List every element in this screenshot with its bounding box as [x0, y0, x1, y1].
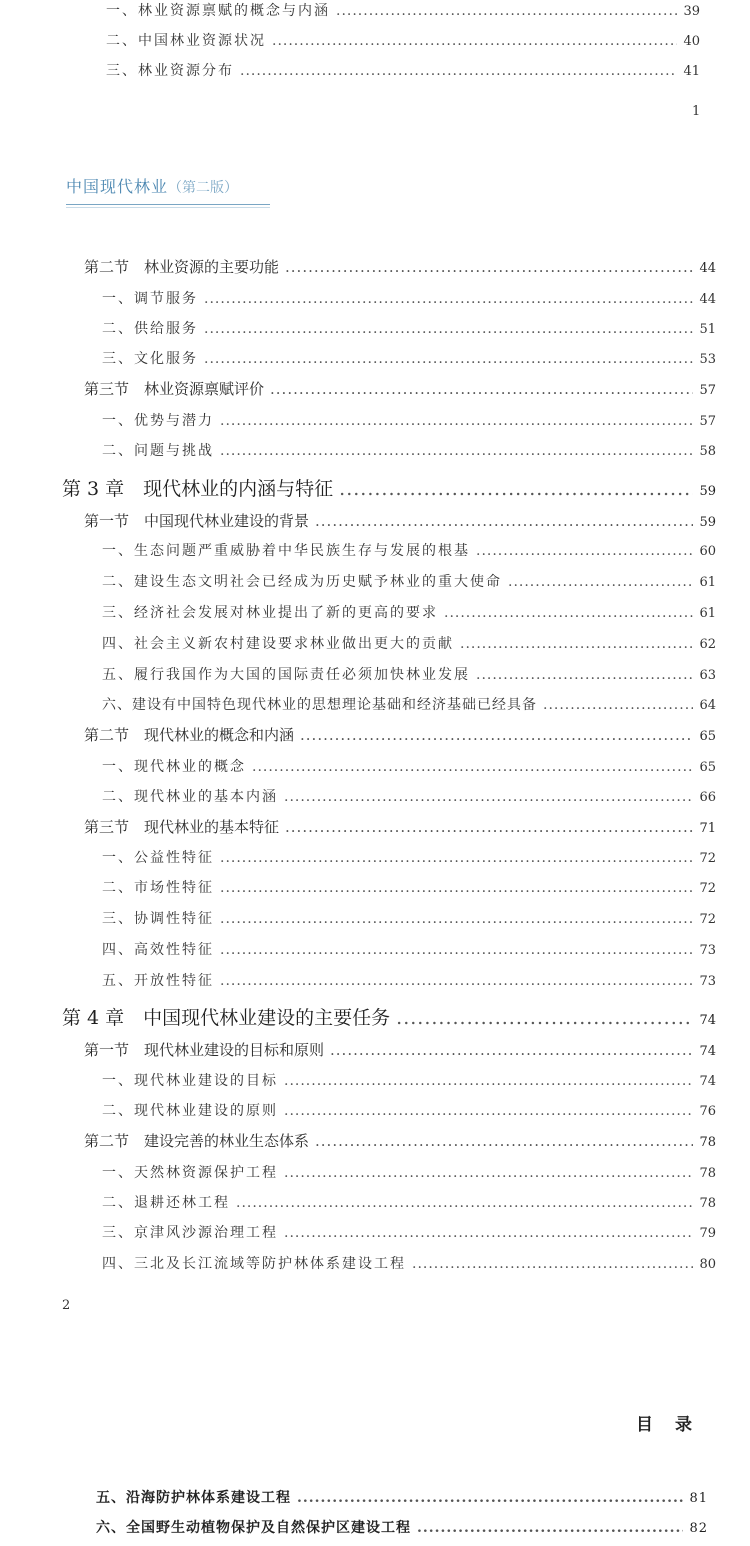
toc-entry-page: 74: [699, 1044, 716, 1059]
book-title: 中国现代林业: [66, 177, 169, 196]
leader-dots: [284, 1225, 693, 1241]
toc-entry: [102, 410, 716, 430]
toc-entry-title: 第三节 林业资源禀赋评价: [84, 380, 265, 398]
toc-entry-page: 66: [699, 790, 716, 805]
leader-dots: [339, 478, 693, 500]
toc-entry-page: 71: [699, 821, 716, 836]
leader-dots: [270, 380, 693, 398]
toc-section: [84, 378, 716, 399]
toc-entry-title: 六、全国野生动植物保护及自然保护区建设工程: [96, 1520, 411, 1536]
toc-entry-title: 第三节 现代林业的基本特征: [84, 818, 280, 836]
leader-dots: [236, 1195, 693, 1211]
toc-entry-title: 第 4 章 中国现代林业建设的主要任务: [62, 1007, 391, 1029]
toc-entry-title: 五、履行我国作为大国的国际责任必须加快林业发展: [102, 667, 470, 683]
toc-entry: [102, 440, 716, 460]
toc-entry-title: 一、公益性特征: [102, 850, 214, 866]
edition-label: （第二版）: [168, 180, 239, 196]
toc-entry-page: 78: [699, 1135, 716, 1150]
toc-entry: [102, 318, 716, 338]
toc-entry: [102, 1222, 716, 1242]
toc-entry: [102, 1070, 716, 1090]
toc-entry-title: 一、现代林业的概念: [102, 759, 246, 775]
toc-entry-page: 76: [699, 1104, 716, 1119]
page-number: 1: [692, 104, 701, 119]
toc-section: [84, 724, 716, 745]
running-head: 目录: [636, 1415, 714, 1435]
header-rule: [66, 204, 270, 205]
leader-dots: [204, 291, 693, 307]
leader-dots: [220, 880, 693, 896]
toc-entry-page: 62: [699, 637, 716, 652]
toc-entry-title: 三、京津风沙源治理工程: [102, 1225, 278, 1241]
toc-entry-title: 五、开放性特征: [102, 973, 214, 989]
leader-dots: [220, 413, 693, 429]
toc-entry-title: 一、优势与潜力: [102, 413, 214, 429]
toc-entry: [106, 30, 700, 50]
leader-dots: [204, 321, 693, 337]
leader-dots: [315, 1132, 693, 1150]
toc-entry-title: 四、高效性特征: [102, 942, 214, 958]
leader-dots: [272, 33, 677, 49]
toc-section: [84, 1130, 716, 1151]
toc-entry-title: 二、问题与挑战: [102, 443, 214, 459]
toc-entry-title: 二、市场性特征: [102, 880, 214, 896]
toc-entry-page: 61: [699, 606, 716, 621]
toc-entry-title: 第二节 林业资源的主要功能: [84, 258, 280, 276]
leader-dots: [412, 1256, 693, 1272]
toc-entry-title: 一、现代林业建设的目标: [102, 1073, 278, 1089]
toc-section: [84, 816, 716, 837]
running-head: [66, 174, 238, 203]
toc-entry-page: 73: [699, 943, 716, 958]
leader-dots: [220, 443, 693, 459]
leader-dots: [396, 1007, 693, 1029]
toc-entry-page: 82: [689, 1521, 708, 1536]
toc-entry-page: 72: [699, 912, 716, 927]
toc-section: [84, 1039, 716, 1060]
toc-entry-page: 72: [699, 881, 716, 896]
toc-entry-page: 44: [699, 292, 716, 307]
toc-entry-title: 三、协调性特征: [102, 911, 214, 927]
toc-entry-title: 第二节 现代林业的概念和内涵: [84, 726, 295, 744]
toc-entry: [102, 540, 716, 560]
toc-entry: [102, 1100, 716, 1120]
leader-dots: [204, 351, 693, 367]
toc-entry-page: 61: [699, 575, 716, 590]
toc-entry-page: 59: [699, 515, 716, 530]
toc-entry-title: 二、建设生态文明社会已经成为历史赋予林业的重大使命: [102, 574, 502, 590]
toc-entry-page: 78: [699, 1166, 716, 1181]
toc-entry: [102, 847, 716, 867]
leader-dots: [285, 818, 693, 836]
toc-entry-page: 74: [699, 1074, 716, 1089]
leader-dots: [460, 636, 693, 652]
leader-dots: [284, 1073, 693, 1089]
toc-entry: [102, 288, 716, 308]
toc-entry-page: 60: [699, 544, 716, 559]
leader-dots: [543, 697, 693, 713]
toc-entry-page: 63: [699, 668, 716, 683]
toc-entry-title: 第 3 章 现代林业的内涵与特征: [62, 478, 334, 500]
toc-entry-page: 53: [699, 352, 716, 367]
toc-entry: [102, 571, 716, 591]
toc-entry-page: 80: [699, 1257, 716, 1272]
toc-entry-page: 58: [699, 444, 716, 459]
toc-entry-page: 39: [683, 4, 700, 19]
toc-entry-title: 二、中国林业资源状况: [106, 33, 266, 49]
toc-entry-page: 81: [689, 1491, 708, 1506]
toc-entry-title: 一、调节服务: [102, 291, 198, 307]
leader-dots: [285, 258, 693, 276]
toc-entry-page: 79: [699, 1226, 716, 1241]
toc-section: [84, 510, 716, 531]
toc-entry-page: 57: [699, 414, 716, 429]
leader-dots: [330, 1041, 693, 1059]
toc-entry: [102, 602, 716, 622]
toc-entry-title: 第二节 建设完善的林业生态体系: [84, 1132, 310, 1150]
toc-entry-title: 二、现代林业建设的原则: [102, 1103, 278, 1119]
toc-entry-title: 第一节 中国现代林业建设的背景: [84, 512, 310, 530]
toc-entry-title: 一、林业资源禀赋的概念与内涵: [106, 3, 330, 19]
leader-dots: [444, 605, 693, 621]
leader-dots: [476, 667, 693, 683]
toc-entry: [102, 1162, 716, 1182]
leader-dots: [297, 1490, 683, 1506]
toc-entry: [102, 348, 716, 368]
leader-dots: [508, 574, 693, 590]
toc-entry: [102, 1192, 716, 1212]
toc-entry: [106, 60, 700, 80]
toc-entry-page: 64: [699, 698, 716, 713]
leader-dots: [252, 759, 693, 775]
toc-entry: [102, 939, 716, 959]
leader-dots: [220, 973, 693, 989]
toc-entry-page: 44: [699, 261, 716, 276]
leader-dots: [284, 1165, 693, 1181]
page-number: 2: [62, 1298, 71, 1313]
toc-entry: [102, 1253, 716, 1273]
leader-dots: [220, 850, 693, 866]
toc-entry: [102, 877, 716, 897]
leader-dots: [220, 942, 693, 958]
toc-entry: [96, 1487, 708, 1507]
leader-dots: [240, 63, 677, 79]
toc-entry: [102, 786, 716, 806]
toc-entry-page: 73: [699, 974, 716, 989]
toc-entry-title: 二、现代林业的基本内涵: [102, 789, 278, 805]
toc-entry-page: 72: [699, 851, 716, 866]
toc-entry-page: 74: [699, 1013, 716, 1028]
leader-dots: [220, 911, 693, 927]
toc-section: [84, 256, 716, 277]
leader-dots: [284, 1103, 693, 1119]
toc-entry-title: 五、沿海防护林体系建设工程: [96, 1490, 291, 1506]
toc-entry-page: 65: [699, 729, 716, 744]
leader-dots: [336, 3, 677, 19]
toc-entry-title: 一、天然林资源保护工程: [102, 1165, 278, 1181]
toc-entry-page: 41: [683, 64, 700, 79]
toc-entry-page: 51: [699, 322, 716, 337]
toc-entry-title: 六、建设有中国特色现代林业的思想理论基础和经济基础已经具备: [102, 697, 537, 713]
toc-entry: [102, 908, 716, 928]
toc-entry: [96, 1517, 708, 1537]
toc-entry-title: 二、供给服务: [102, 321, 198, 337]
toc-entry-page: 40: [683, 34, 700, 49]
toc-entry: [102, 970, 716, 990]
toc-entry-page: 65: [699, 760, 716, 775]
toc-entry-title: 三、林业资源分布: [106, 63, 234, 79]
leader-dots: [417, 1520, 683, 1536]
toc-entry-title: 一、生态问题严重威胁着中华民族生存与发展的根基: [102, 543, 470, 559]
toc-chapter: [62, 1003, 716, 1030]
toc-entry-page: 78: [699, 1196, 716, 1211]
toc-entry-title: 二、退耕还林工程: [102, 1195, 230, 1211]
header-rule: [66, 207, 270, 208]
leader-dots: [315, 512, 693, 530]
toc-entry: [102, 756, 716, 776]
toc-entry-title: 四、社会主义新农村建设要求林业做出更大的贡献: [102, 636, 454, 652]
leader-dots: [284, 789, 693, 805]
toc-entry-title: 三、经济社会发展对林业提出了新的更高的要求: [102, 605, 438, 621]
toc-entry-page: 59: [699, 484, 716, 499]
toc-entry-title: 三、文化服务: [102, 351, 198, 367]
toc-entry-title: 四、三北及长江流域等防护林体系建设工程: [102, 1256, 406, 1272]
toc-entry: [106, 0, 700, 20]
toc-entry: [102, 694, 716, 714]
toc-entry: [102, 633, 716, 653]
toc-entry-title: 第一节 现代林业建设的目标和原则: [84, 1041, 325, 1059]
toc-entry: [102, 664, 716, 684]
leader-dots: [476, 543, 693, 559]
toc-chapter: [62, 474, 716, 501]
toc-entry-page: 57: [699, 383, 716, 398]
leader-dots: [300, 726, 693, 744]
